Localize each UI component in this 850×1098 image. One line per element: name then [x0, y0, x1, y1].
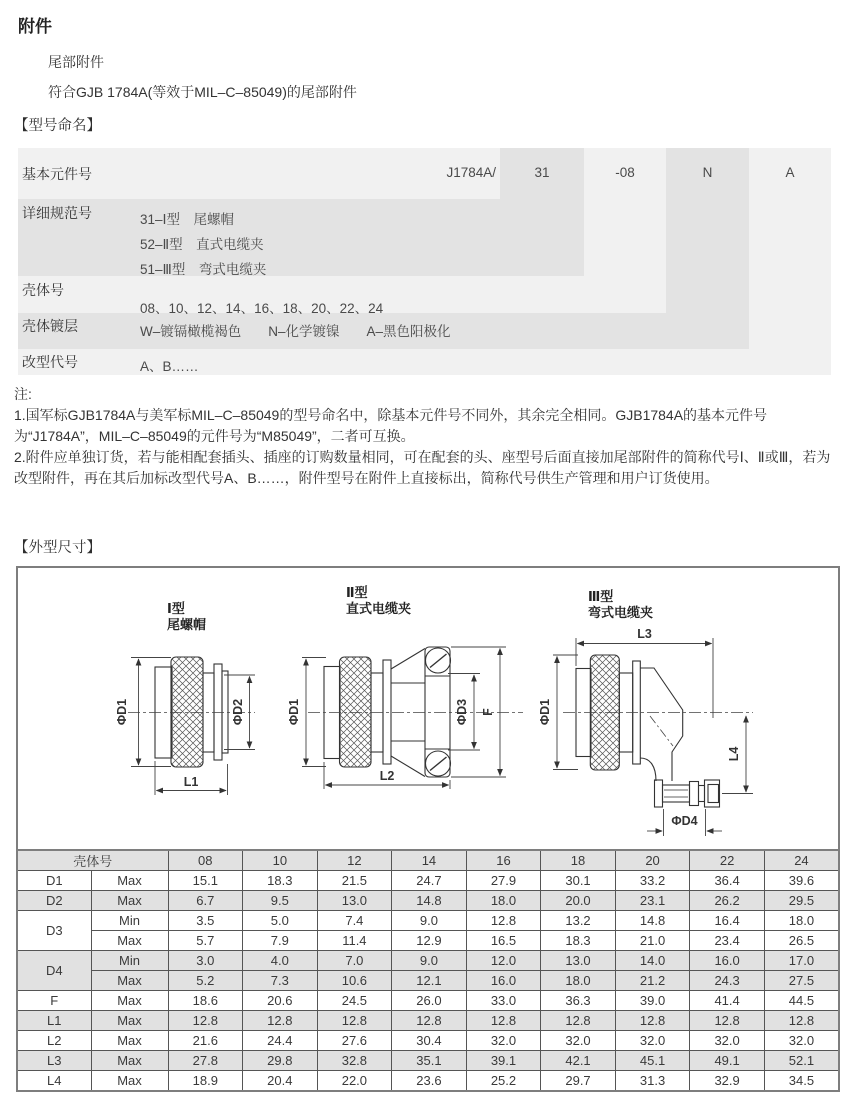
dim-value-cell: 12.8	[690, 1011, 765, 1031]
dim-value-cell: 16.0	[690, 951, 765, 971]
description: 符合GJB 1784A(等效于MIL–C–85049)的尾部附件	[48, 84, 357, 100]
part-number-plating: N	[702, 165, 713, 180]
figure-type2-dimensions	[302, 647, 506, 789]
table-row	[17, 891, 839, 911]
dim-value-cell: 27.6	[317, 1031, 392, 1051]
table-header-row	[17, 850, 839, 871]
dim-value-cell: 18.9	[168, 1071, 243, 1092]
limit-cell: Max	[91, 991, 168, 1011]
table-row	[17, 951, 839, 971]
naming-table	[18, 148, 831, 375]
limit-cell: Max	[91, 1011, 168, 1031]
naming-row3-label: 壳体号	[22, 282, 64, 298]
dim-value-cell: 7.9	[243, 931, 318, 951]
section-naming-heading: 【型号命名】	[14, 118, 101, 134]
limit-cell: Min	[91, 911, 168, 931]
dim-value-cell: 30.1	[541, 871, 616, 891]
dim-value-cell: 11.4	[317, 931, 392, 951]
dim-value-cell: 24.4	[243, 1031, 318, 1051]
limit-cell: Max	[91, 1031, 168, 1051]
dim-value-cell: 21.6	[168, 1031, 243, 1051]
size-column-header: 12	[317, 850, 392, 871]
dim-label-phi-d1-fig1: ΦD1	[115, 698, 129, 726]
figure-type1-drawing	[155, 657, 228, 767]
dim-value-cell: 20.0	[541, 891, 616, 911]
dim-value-cell: 12.8	[243, 1011, 318, 1031]
dim-value-cell: 29.8	[243, 1051, 318, 1071]
part-number-shell: -08	[615, 165, 635, 180]
dim-value-cell: 18.0	[466, 891, 541, 911]
dim-value-cell: 29.7	[541, 1071, 616, 1092]
dim-value-cell: 5.0	[243, 911, 318, 931]
dim-value-cell: 31.3	[615, 1071, 690, 1092]
dim-name-cell: L4	[17, 1071, 91, 1092]
dim-value-cell: 24.3	[690, 971, 765, 991]
dim-value-cell: 12.9	[392, 931, 467, 951]
svg-text:Ⅲ型: Ⅲ型	[588, 589, 614, 604]
size-column-header: 14	[392, 850, 467, 871]
dim-value-cell: 16.4	[690, 911, 765, 931]
dim-value-cell: 18.0	[764, 911, 839, 931]
dim-value-cell: 14.0	[615, 951, 690, 971]
dim-value-cell: 15.1	[168, 871, 243, 891]
dim-name-cell: L1	[17, 1011, 91, 1031]
dim-value-cell: 44.5	[764, 991, 839, 1011]
dim-value-cell: 3.0	[168, 951, 243, 971]
part-number-base: J1784A/	[446, 165, 496, 180]
dim-value-cell: 30.4	[392, 1031, 467, 1051]
dim-value-cell: 26.0	[392, 991, 467, 1011]
naming-row1-label: 基本元件号	[22, 166, 92, 182]
table-row	[17, 911, 839, 931]
dim-value-cell: 18.3	[541, 931, 616, 951]
size-column-header: 24	[764, 850, 839, 871]
size-column-header: 18	[541, 850, 616, 871]
dim-value-cell: 23.4	[690, 931, 765, 951]
dim-value-cell: 32.0	[615, 1031, 690, 1051]
dim-value-cell: 12.8	[168, 1011, 243, 1031]
dim-value-cell: 16.5	[466, 931, 541, 951]
svg-text:Ⅰ型: Ⅰ型	[167, 601, 185, 616]
limit-cell: Max	[91, 971, 168, 991]
dim-value-cell: 7.4	[317, 911, 392, 931]
size-column-header: 20	[615, 850, 690, 871]
figure-type3-elbow-centerline	[650, 716, 673, 746]
dim-value-cell: 17.0	[764, 951, 839, 971]
dim-name-cell: L3	[17, 1051, 91, 1071]
dim-value-cell: 7.0	[317, 951, 392, 971]
dim-value-cell: 9.0	[392, 911, 467, 931]
dim-value-cell: 27.8	[168, 1051, 243, 1071]
dim-value-cell: 4.0	[243, 951, 318, 971]
dim-value-cell: 12.8	[392, 1011, 467, 1031]
limit-cell: Max	[91, 871, 168, 891]
dim-value-cell: 27.9	[466, 871, 541, 891]
naming-row4-label: 壳体镀层	[22, 318, 78, 334]
dim-value-cell: 42.1	[541, 1051, 616, 1071]
dim-value-cell: 22.0	[317, 1071, 392, 1092]
dim-label-phi-d3: ΦD3	[455, 698, 469, 726]
dim-value-cell: 18.3	[243, 871, 318, 891]
naming-row2-label: 详细规范号	[22, 205, 92, 221]
dim-value-cell: 20.4	[243, 1071, 318, 1092]
dim-value-cell: 24.5	[317, 991, 392, 1011]
shell-sizes-list: 08、10、12、14、16、18、20、22、24	[140, 301, 384, 316]
dim-value-cell: 36.4	[690, 871, 765, 891]
dim-label-l3: L3	[637, 627, 652, 641]
table-row	[17, 871, 839, 891]
dim-value-cell: 36.3	[541, 991, 616, 1011]
dim-value-cell: 21.5	[317, 871, 392, 891]
dim-value-cell: 41.4	[690, 991, 765, 1011]
dim-value-cell: 26.2	[690, 891, 765, 911]
dim-value-cell: 25.2	[466, 1071, 541, 1092]
spec-option-1: 31–Ⅰ型 尾螺帽	[140, 212, 235, 227]
dim-value-cell: 39.0	[615, 991, 690, 1011]
figure-type3-drawing	[576, 655, 720, 807]
table-row	[17, 991, 839, 1011]
table-row	[17, 1031, 839, 1051]
dim-value-cell: 7.3	[243, 971, 318, 991]
dim-value-cell: 13.0	[317, 891, 392, 911]
dim-value-cell: 9.0	[392, 951, 467, 971]
dim-value-cell: 18.6	[168, 991, 243, 1011]
dim-label-phi-d4: ΦD4	[671, 814, 698, 828]
drawings-box	[16, 566, 840, 849]
dim-value-cell: 39.6	[764, 871, 839, 891]
svg-text:尾螺帽: 尾螺帽	[167, 617, 207, 632]
dim-value-cell: 13.0	[541, 951, 616, 971]
size-column-header: 08	[168, 850, 243, 871]
dim-value-cell: 3.5	[168, 911, 243, 931]
dim-name-cell: L2	[17, 1031, 91, 1051]
notes-label: 注:	[14, 386, 32, 402]
dim-value-cell: 32.0	[466, 1031, 541, 1051]
figure-type2-drawing	[324, 647, 451, 777]
dim-value-cell: 21.2	[615, 971, 690, 991]
dim-value-cell: 12.8	[466, 1011, 541, 1031]
figure-type2-title	[346, 585, 411, 616]
outline-drawings	[18, 568, 838, 847]
dim-value-cell: 33.0	[466, 991, 541, 1011]
size-column-header: 22	[690, 850, 765, 871]
dim-value-cell: 10.6	[317, 971, 392, 991]
table-row	[17, 1051, 839, 1071]
dim-value-cell: 52.1	[764, 1051, 839, 1071]
dim-value-cell: 27.5	[764, 971, 839, 991]
dim-label-l4: L4	[727, 746, 741, 762]
size-column-header: 16	[466, 850, 541, 871]
dim-value-cell: 12.0	[466, 951, 541, 971]
size-column-header: 10	[243, 850, 318, 871]
notes-block	[14, 384, 842, 489]
dim-label-phi-d2: ΦD2	[231, 698, 245, 726]
dim-name-cell: D2	[17, 891, 91, 911]
naming-row5-label: 改型代号	[22, 354, 78, 370]
dim-value-cell: 32.0	[690, 1031, 765, 1051]
dim-value-cell: 33.2	[615, 871, 690, 891]
dim-value-cell: 29.5	[764, 891, 839, 911]
note-1: 1.国军标GJB1784A与美军标MIL–C–85049的型号命名中，除基本元件号不同外，其余完全相同。GJB1784A的基本元件号为“J1784A”，MIL–C–85049的元件号为“M85049”，二者可互换。	[14, 407, 768, 444]
figure-type3-title	[588, 589, 653, 620]
dim-value-cell: 21.0	[615, 931, 690, 951]
dim-value-cell: 12.8	[466, 911, 541, 931]
table-row	[17, 931, 839, 951]
dim-value-cell: 13.2	[541, 911, 616, 931]
dim-value-cell: 23.6	[392, 1071, 467, 1092]
dim-value-cell: 12.8	[317, 1011, 392, 1031]
svg-text:弯式电缆夹: 弯式电缆夹	[588, 605, 654, 620]
dim-value-cell: 12.1	[392, 971, 467, 991]
dim-label-l1: L1	[183, 775, 199, 789]
limit-cell: Max	[91, 1051, 168, 1071]
dim-value-cell: 12.8	[764, 1011, 839, 1031]
dim-value-cell: 26.5	[764, 931, 839, 951]
dim-name-cell: D4	[17, 951, 91, 991]
limit-cell: Max	[91, 1071, 168, 1092]
dim-value-cell: 16.0	[466, 971, 541, 991]
table-row	[17, 971, 839, 991]
dim-value-cell: 9.5	[243, 891, 318, 911]
dim-label-phi-d1-fig3: ΦD1	[538, 698, 552, 726]
figure-type1-title	[167, 601, 206, 632]
dim-label-f: F	[481, 708, 495, 716]
dim-value-cell: 5.7	[168, 931, 243, 951]
table-row	[17, 1011, 839, 1031]
dim-value-cell: 49.1	[690, 1051, 765, 1071]
dim-value-cell: 45.1	[615, 1051, 690, 1071]
dim-value-cell: 32.0	[541, 1031, 616, 1051]
dim-value-cell: 18.0	[541, 971, 616, 991]
dim-value-cell: 6.7	[168, 891, 243, 911]
mod-codes: A、B……	[140, 359, 199, 374]
subtitle: 尾部附件	[48, 54, 104, 70]
svg-text:Ⅱ型: Ⅱ型	[346, 585, 368, 600]
spec-option-2: 52–Ⅱ型 直式电缆夹	[140, 237, 264, 252]
dim-name-cell: F	[17, 991, 91, 1011]
dim-label-phi-d1-fig2: ΦD1	[287, 698, 301, 726]
dim-value-cell: 20.6	[243, 991, 318, 1011]
part-number-spec: 31	[534, 165, 550, 180]
limit-cell: Min	[91, 951, 168, 971]
dim-value-cell: 32.0	[764, 1031, 839, 1051]
dim-name-cell: D3	[17, 911, 91, 951]
table-row	[17, 1071, 839, 1092]
limit-cell: Max	[91, 931, 168, 951]
dim-value-cell: 12.8	[615, 1011, 690, 1031]
limit-cell: Max	[91, 891, 168, 911]
dim-value-cell: 5.2	[168, 971, 243, 991]
dim-value-cell: 23.1	[615, 891, 690, 911]
svg-text:直式电缆夹: 直式电缆夹	[346, 601, 412, 616]
dim-value-cell: 14.8	[615, 911, 690, 931]
plating-options: W–镀镉橄榄褐色 N–化学镀镍 A–黑色阳极化	[140, 324, 451, 339]
dim-value-cell: 34.5	[764, 1071, 839, 1092]
dim-name-cell: D1	[17, 871, 91, 891]
dim-value-cell: 39.1	[466, 1051, 541, 1071]
section-dimensions-heading: 【外型尺寸】	[14, 540, 101, 556]
dim-label-l2: L2	[379, 769, 395, 783]
dim-value-cell: 35.1	[392, 1051, 467, 1071]
dim-value-cell: 12.8	[541, 1011, 616, 1031]
naming-col-mod	[749, 148, 831, 375]
shell-size-header: 壳体号	[17, 850, 168, 871]
dim-value-cell: 32.9	[690, 1071, 765, 1092]
dim-value-cell: 14.8	[392, 891, 467, 911]
dimension-table	[16, 849, 840, 1092]
note-2: 2.附件应单独订货，若与能相配套插头、插座的订购数量相同，可在配套的头、座型号后面直接加尾部附件的简称代号Ⅰ、Ⅱ或Ⅲ，若为改型附件，再在其后加标改型代号A、B……，附件型号在附件上直接标出，简称代号供生产管理和用户订货使用。	[14, 449, 831, 486]
spec-option-3: 51–Ⅲ型 弯式电缆夹	[140, 262, 267, 277]
part-number-mod: A	[785, 165, 795, 180]
dim-value-cell: 24.7	[392, 871, 467, 891]
dim-value-cell: 32.8	[317, 1051, 392, 1071]
page-title: 附件	[18, 17, 52, 36]
